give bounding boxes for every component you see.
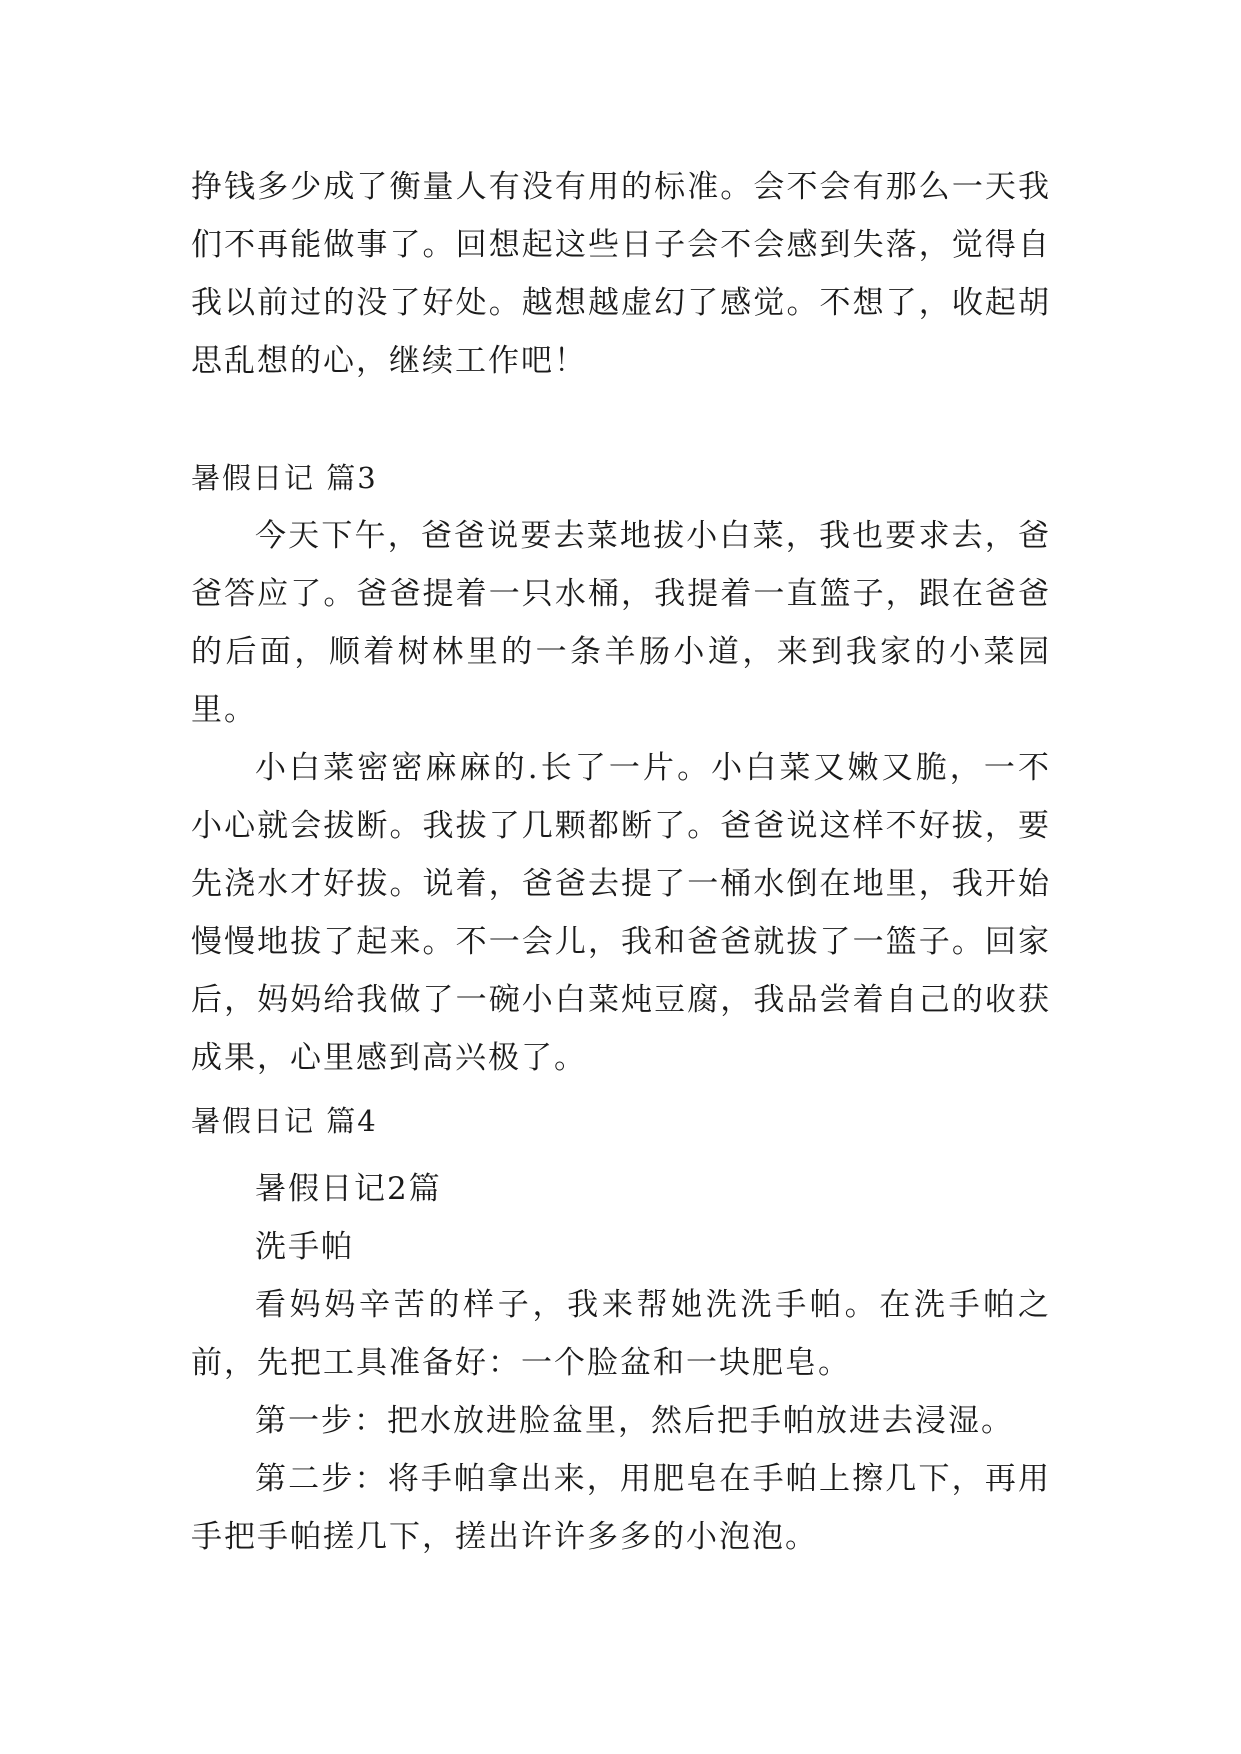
paragraph: 第二步：将手帕拿出来，用肥皂在手帕上擦几下，再用手把手帕搓几下，搓出许许多多的小泡泡。: [191, 1461, 1051, 1555]
subtitle: 暑假日记2篇: [255, 1171, 442, 1207]
section-4-body: [191, 1160, 1051, 1566]
section-3-heading: 暑假日记 篇3: [191, 461, 378, 495]
subtitle: 洗手帕: [255, 1229, 354, 1265]
paragraph: 第一步：把水放进脸盆里，然后把手帕放进去浸湿。: [255, 1403, 1014, 1439]
body-text-block: [191, 158, 1051, 390]
section-3-body: [191, 507, 1051, 1087]
paragraph: 看妈妈辛苦的样子，我来帮她洗洗手帕。在洗手帕之前，先把工具准备好：一个脸盆和一块肥皂。: [191, 1287, 1051, 1381]
paragraph: 小白菜密密麻麻的.长了一片。小白菜又嫩又脆，一不小心就会拔断。我拔了几颗都断了。爸爸说这样不好拔，要先浇水才好拔。说着，爸爸去提了一桶水倒在地里，我开始慢慢地拔了起来。不一会儿，我和爸爸就拔了一篮子。回家后，妈妈给我做了一碗小白菜炖豆腐，我品尝着自己的收获成果，心里感到高兴极了。: [191, 750, 1051, 1076]
continued-paragraph: 挣钱多少成了衡量人有没有用的标准。会不会有那么一天我们不再能做事了。回想起这些日子会不会感到失落，觉得自我以前过的没了好处。越想越虚幻了感觉。不想了，收起胡思乱想的心，继续工作吧！: [191, 169, 1051, 379]
paragraph: 今天下午，爸爸说要去菜地拔小白菜，我也要求去，爸爸答应了。爸爸提着一只水桶，我提着一直篮子，跟在爸爸的后面，顺着树林里的一条羊肠小道，来到我家的小菜园里。: [191, 518, 1051, 728]
section-4-heading: 暑假日记 篇4: [191, 1104, 378, 1138]
